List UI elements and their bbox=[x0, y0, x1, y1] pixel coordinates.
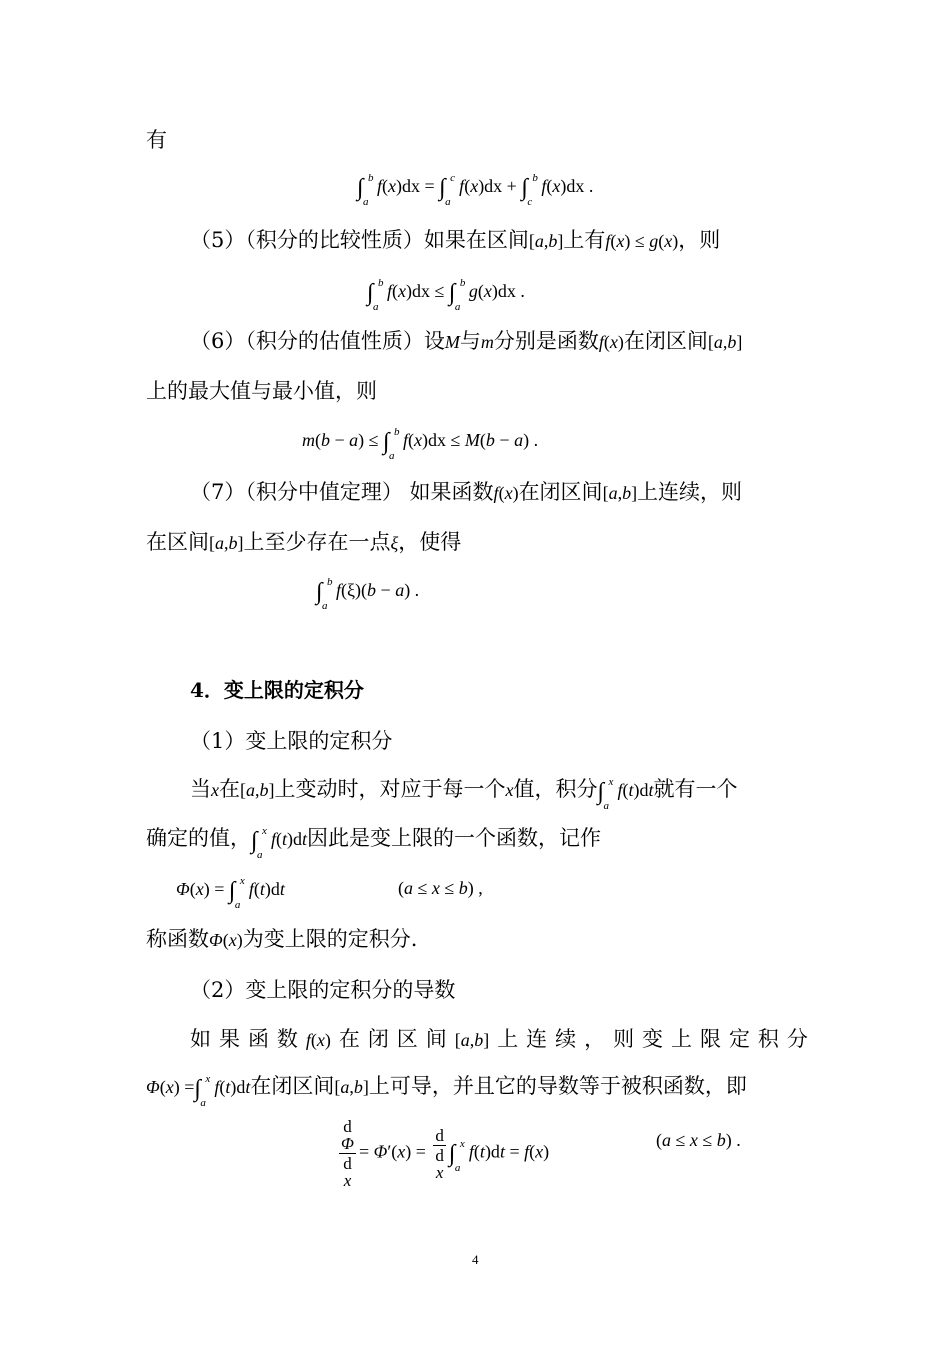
paragraph-you: 有 bbox=[146, 128, 167, 152]
subsection-2: （2）变上限的定积分的导数 bbox=[190, 978, 456, 1002]
paragraph-definition: 称函数Φ(x)为变上限的定积分. bbox=[146, 927, 418, 951]
formula-derivative-range: (a ≤ x ≤ b) . bbox=[656, 1130, 741, 1150]
formula-mean-value: b ∫ a f(ξ)(b − a) . bbox=[316, 576, 420, 612]
property-5: （5）（积分的比较性质）如果在区间[a,b]上有f(x) ≤ g(x)，则 bbox=[190, 228, 721, 252]
formula-estimate: m(b − a) ≤ b ∫ a f(x)dx ≤ M(b − a) . bbox=[302, 426, 539, 462]
property-7-line2: 在区间[a,b]上至少存在一点ξ，使得 bbox=[146, 530, 462, 554]
formula-additivity: b ∫ a f(x)dx = c ∫ a f(x)dx + b ∫ c f(x)dx . bbox=[357, 172, 594, 208]
property-7: （7）（积分中值定理） 如果函数f(x)在闭区间[a,b]上连续，则 bbox=[190, 480, 743, 504]
property-6: （6）（积分的估值性质）设M与m分别是函数f(x)在闭区间[a,b] bbox=[190, 329, 743, 353]
paragraph-variable-limit-line2: 确定的值， x ∫ a f(t)dt因此是变上限的一个函数，记作 bbox=[146, 825, 602, 861]
property-6-line2: 上的最大值与最小值，则 bbox=[146, 379, 377, 403]
section-title: 4．变上限的定积分 bbox=[190, 678, 364, 702]
subsection-1: （1）变上限的定积分 bbox=[190, 729, 393, 753]
paragraph-derivative: 如 果 函 数 f(x) 在 闭 区 间 [a,b] 上 连 续 ， 则 变 上 限 定 积 分 bbox=[190, 1027, 808, 1051]
formula-comparison: b ∫ a f(x)dx ≤ b ∫ a g(x)dx . bbox=[367, 277, 525, 313]
formula-derivative: d Φ d x = Φ′(x) = d d x x ∫ a f(t)dt = f(x) bbox=[341, 1117, 550, 1190]
page-number: 4 bbox=[472, 1252, 479, 1267]
paragraph-derivative-line2: Φ(x) = x ∫ a f(t)dt在闭区间[a,b]上可导，并且它的导数等于被积函数，即 bbox=[146, 1073, 747, 1109]
paragraph-variable-limit: 当x在[a,b]上变动时，对应于每一个x值，积分 x ∫ a f(t)dt就有一个 bbox=[190, 776, 738, 812]
formula-phi-definition: Φ(x) = x ∫ a f(t)dt bbox=[176, 875, 285, 911]
formula-phi-range: (a ≤ x ≤ b) , bbox=[398, 878, 483, 898]
